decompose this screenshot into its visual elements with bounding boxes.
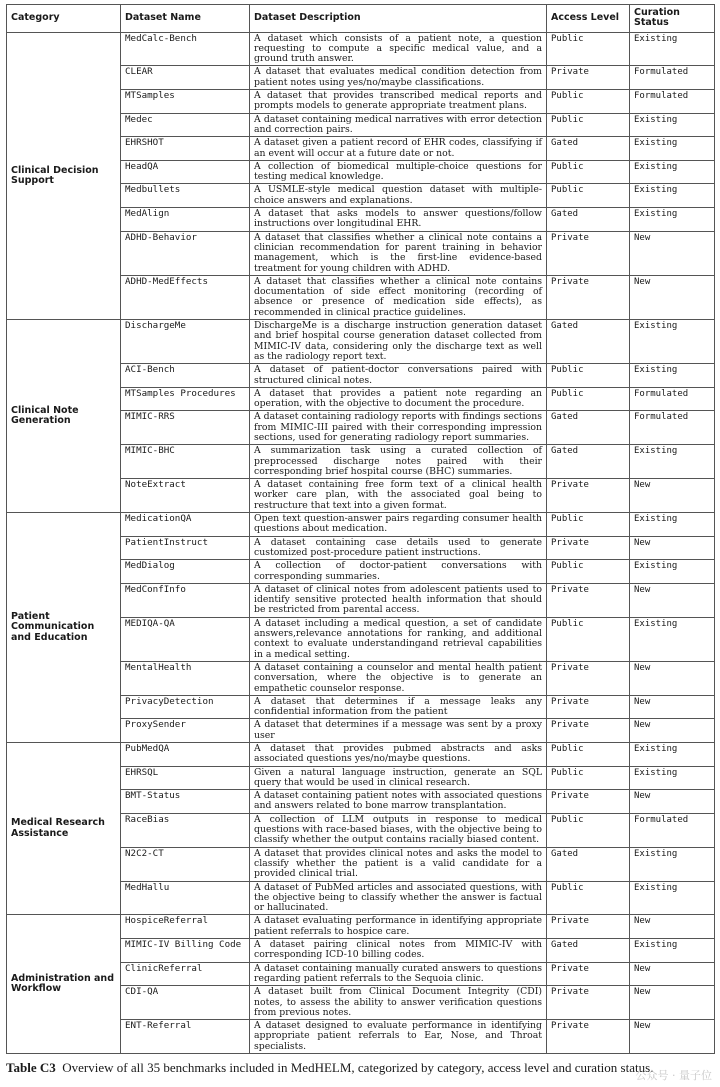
curation-status-cell: New (630, 231, 715, 275)
access-level-cell: Public (547, 364, 630, 388)
access-level-cell: Public (547, 513, 630, 537)
dataset-description-cell: A summarization task using a curated collection of preprocessed discharge notes paired with their corresponding brief hospital course (BHC) summaries. (250, 445, 547, 479)
dataset-name-cell: MTSamples Procedures (121, 387, 250, 411)
dataset-name-cell: MedConfInfo (121, 583, 250, 617)
access-level-cell: Public (547, 113, 630, 137)
dataset-name-cell: RaceBias (121, 813, 250, 847)
dataset-description-cell: A dataset that provides pubmed abstracts and asks associated questions yes/no/maybe questions. (250, 743, 547, 767)
dataset-name-cell: MedDialog (121, 560, 250, 584)
dataset-description-cell: A dataset pairing clinical notes from MIMIC-IV with corresponding ICD-10 billing codes. (250, 939, 547, 963)
table-row (7, 915, 715, 939)
dataset-description-cell: A dataset evaluating performance in identifying appropriate patient referrals to hospice care. (250, 915, 547, 939)
access-level-cell: Gated (547, 445, 630, 479)
dataset-description-cell: A dataset given a patient record of EHR codes, classifying if an event will occur at a future date or not. (250, 137, 547, 161)
dataset-description-cell: A dataset built from Clinical Document Integrity (CDI) notes, to assess the ability to answer verification questions from previous notes. (250, 986, 547, 1020)
dataset-description-cell: DischargeMe is a discharge instruction generation dataset and brief hospital course generation dataset collected from MIMIC-IV data, considering only the discharge text as well as the radiology report text. (250, 320, 547, 364)
dataset-description-cell: A dataset including a medical question, a set of candidate answers,relevance annotations for ranking, and additional context to evaluate understandingand retrieval capabilities in a medical setting. (250, 617, 547, 661)
header-curation-status: Curation Status (630, 5, 715, 33)
dataset-description-cell: A dataset that determines if a message was sent by a proxy user (250, 719, 547, 743)
curation-status-cell: Existing (630, 320, 715, 364)
dataset-name-cell: N2C2-CT (121, 847, 250, 881)
caption-text: Overview of all 35 benchmarks included in MedHELM, categorized by category, access level and curation status. (62, 1060, 654, 1076)
curation-status-cell: New (630, 695, 715, 719)
access-level-cell: Private (547, 275, 630, 319)
dataset-description-cell: Open text question-answer pairs regarding consumer health questions about medication. (250, 513, 547, 537)
access-level-cell: Gated (547, 137, 630, 161)
dataset-name-cell: NoteExtract (121, 479, 250, 513)
dataset-description-cell: A dataset of clinical notes from adolescent patients used to identify sensitive protected health information that should be restricted from parental access. (250, 583, 547, 617)
dataset-name-cell: ENT-Referral (121, 1020, 250, 1054)
dataset-description-cell: A dataset that provides clinical notes and asks the model to classify whether the patient is a valid candidate for a provided clinical trial. (250, 847, 547, 881)
curation-status-cell: Existing (630, 939, 715, 963)
dataset-description-cell: A dataset of PubMed articles and associated questions, with the objective being to classify whether the answer is factual or hallucinated. (250, 881, 547, 915)
dataset-name-cell: MEDIQA-QA (121, 617, 250, 661)
dataset-description-cell: A dataset containing free form text of a clinical health worker care plan, with the associated goal being to restructure that text into a given format. (250, 479, 547, 513)
dataset-name-cell: Medec (121, 113, 250, 137)
access-level-cell: Private (547, 790, 630, 814)
access-level-cell: Gated (547, 320, 630, 364)
header-category: Category (7, 5, 121, 33)
curation-status-cell: Formulated (630, 411, 715, 445)
dataset-description-cell: A dataset containing radiology reports with findings sections from MIMIC-III paired with their corresponding impression sections, used for generating radiology report summaries. (250, 411, 547, 445)
table-body (7, 32, 715, 1053)
dataset-name-cell: MedHallu (121, 881, 250, 915)
curation-status-cell: Existing (630, 32, 715, 66)
curation-status-cell: Existing (630, 160, 715, 184)
access-level-cell: Public (547, 387, 630, 411)
curation-status-cell: Formulated (630, 387, 715, 411)
dataset-name-cell: PatientInstruct (121, 536, 250, 560)
dataset-name-cell: MIMIC-BHC (121, 445, 250, 479)
dataset-description-cell: A dataset that classifies whether a clinical note contains a clinician recommendation for parent training in behavior management, which is the first-line evidence-based treatment for young children with ADHD. (250, 231, 547, 275)
curation-status-cell: New (630, 536, 715, 560)
category-cell: Clinical Decision Support (7, 32, 121, 319)
dataset-name-cell: BMT-Status (121, 790, 250, 814)
curation-status-cell: Existing (630, 445, 715, 479)
curation-status-cell: Existing (630, 617, 715, 661)
dataset-description-cell: A dataset containing case details used to generate customized post-procedure patient instructions. (250, 536, 547, 560)
dataset-name-cell: EHRSHOT (121, 137, 250, 161)
dataset-description-cell: A collection of doctor-patient conversations with corresponding summaries. (250, 560, 547, 584)
curation-status-cell: Existing (630, 881, 715, 915)
dataset-name-cell: PubMedQA (121, 743, 250, 767)
dataset-description-cell: A dataset containing patient notes with associated questions and answers related to bone marrow transplantation. (250, 790, 547, 814)
table-row (7, 320, 715, 364)
dataset-name-cell: MedAlign (121, 208, 250, 232)
dataset-description-cell: A dataset that evaluates medical condition detection from patient notes using yes/no/maybe classifications. (250, 66, 547, 90)
dataset-name-cell: CDI-QA (121, 986, 250, 1020)
document-page (6, 4, 714, 1076)
curation-status-cell: Existing (630, 513, 715, 537)
dataset-description-cell: A dataset containing medical narratives with error detection and correction pairs. (250, 113, 547, 137)
access-level-cell: Public (547, 766, 630, 790)
dataset-description-cell: A dataset designed to evaluate performance in identifying appropriate patient referrals to Ear, Nose, and Throat specialists. (250, 1020, 547, 1054)
access-level-cell: Private (547, 915, 630, 939)
dataset-description-cell: A collection of LLM outputs in response to medical questions with race-based biases, with the objective being to classify whether the output contains racially biased content. (250, 813, 547, 847)
header-access-level: Access Level (547, 5, 630, 33)
dataset-name-cell: MedicationQA (121, 513, 250, 537)
dataset-description-cell: A dataset containing a counselor and mental health patient conversation, where the objective is to generate an empathetic counselor response. (250, 661, 547, 695)
access-level-cell: Public (547, 617, 630, 661)
dataset-name-cell: MIMIC-IV Billing Code (121, 939, 250, 963)
access-level-cell: Private (547, 1020, 630, 1054)
dataset-name-cell: ACI-Bench (121, 364, 250, 388)
dataset-name-cell: ProxySender (121, 719, 250, 743)
access-level-cell: Private (547, 962, 630, 986)
dataset-description-cell: A collection of biomedical multiple-choice questions for testing medical knowledge. (250, 160, 547, 184)
dataset-name-cell: EHRSQL (121, 766, 250, 790)
category-cell: Clinical Note Generation (7, 320, 121, 513)
curation-status-cell: Existing (630, 766, 715, 790)
curation-status-cell: New (630, 962, 715, 986)
access-level-cell: Private (547, 661, 630, 695)
dataset-description-cell: A dataset of patient-doctor conversations paired with structured clinical notes. (250, 364, 547, 388)
access-level-cell: Public (547, 160, 630, 184)
curation-status-cell: New (630, 986, 715, 1020)
curation-status-cell: Existing (630, 743, 715, 767)
access-level-cell: Public (547, 881, 630, 915)
category-cell: Medical Research Assistance (7, 743, 121, 915)
dataset-name-cell: ADHD-MedEffects (121, 275, 250, 319)
dataset-name-cell: HospiceReferral (121, 915, 250, 939)
access-level-cell: Private (547, 986, 630, 1020)
curation-status-cell: Existing (630, 364, 715, 388)
dataset-description-cell: A dataset that classifies whether a clinical note contains documentation of side effect monitoring (recording of absence or presence of medication side effects), as recommended in clinical practice guidelines. (250, 275, 547, 319)
curation-status-cell: Existing (630, 113, 715, 137)
dataset-description-cell: A dataset containing manually curated answers to questions regarding patient referrals to the Sequoia clinic. (250, 962, 547, 986)
benchmarks-table (6, 4, 715, 1054)
dataset-description-cell: A dataset that provides transcribed medical reports and prompts models to generate appropriate treatment plans. (250, 90, 547, 114)
caption-label: Table C3 (6, 1060, 56, 1076)
curation-status-cell: New (630, 275, 715, 319)
dataset-name-cell: CLEAR (121, 66, 250, 90)
access-level-cell: Private (547, 536, 630, 560)
table-row (7, 513, 715, 537)
watermark: 公众号 · 量子位 (635, 1069, 712, 1082)
dataset-description-cell: A USMLE-style medical question dataset with multiple-choice answers and explanations. (250, 184, 547, 208)
table-header (7, 5, 715, 33)
curation-status-cell: Existing (630, 184, 715, 208)
curation-status-cell: Existing (630, 137, 715, 161)
curation-status-cell: New (630, 583, 715, 617)
access-level-cell: Public (547, 743, 630, 767)
table-row (7, 32, 715, 66)
curation-status-cell: New (630, 661, 715, 695)
dataset-name-cell: MIMIC-RRS (121, 411, 250, 445)
access-level-cell: Public (547, 32, 630, 66)
dataset-description-cell: A dataset that determines if a message leaks any confidential information from the patient (250, 695, 547, 719)
curation-status-cell: Existing (630, 208, 715, 232)
dataset-name-cell: ADHD-Behavior (121, 231, 250, 275)
dataset-name-cell: Medbullets (121, 184, 250, 208)
curation-status-cell: New (630, 790, 715, 814)
access-level-cell: Private (547, 66, 630, 90)
header-dataset-name: Dataset Name (121, 5, 250, 33)
dataset-description-cell: A dataset that asks models to answer questions/follow instructions over longitudinal EHR. (250, 208, 547, 232)
curation-status-cell: Existing (630, 560, 715, 584)
access-level-cell: Private (547, 695, 630, 719)
access-level-cell: Public (547, 560, 630, 584)
table-caption (6, 1060, 714, 1076)
dataset-name-cell: DischargeMe (121, 320, 250, 364)
curation-status-cell: New (630, 719, 715, 743)
curation-status-cell: New (630, 1020, 715, 1054)
category-cell: Patient Communication and Education (7, 513, 121, 743)
curation-status-cell: New (630, 915, 715, 939)
access-level-cell: Private (547, 231, 630, 275)
dataset-name-cell: MedCalc-Bench (121, 32, 250, 66)
dataset-name-cell: ClinicReferral (121, 962, 250, 986)
access-level-cell: Public (547, 813, 630, 847)
curation-status-cell: Formulated (630, 90, 715, 114)
category-cell: Administration and Workflow (7, 915, 121, 1054)
dataset-name-cell: HeadQA (121, 160, 250, 184)
access-level-cell: Gated (547, 847, 630, 881)
curation-status-cell: Formulated (630, 813, 715, 847)
access-level-cell: Private (547, 583, 630, 617)
dataset-description-cell: A dataset that provides a patient note regarding an operation, with the objective to document the procedure. (250, 387, 547, 411)
curation-status-cell: New (630, 479, 715, 513)
access-level-cell: Private (547, 479, 630, 513)
access-level-cell: Gated (547, 208, 630, 232)
access-level-cell: Gated (547, 411, 630, 445)
curation-status-cell: Existing (630, 847, 715, 881)
access-level-cell: Gated (547, 939, 630, 963)
dataset-description-cell: Given a natural language instruction, generate an SQL query that would be used in clinical research. (250, 766, 547, 790)
access-level-cell: Public (547, 90, 630, 114)
dataset-name-cell: MTSamples (121, 90, 250, 114)
dataset-name-cell: MentalHealth (121, 661, 250, 695)
access-level-cell: Public (547, 184, 630, 208)
dataset-description-cell: A dataset which consists of a patient note, a question requesting to compute a specific medical value, and a ground truth answer. (250, 32, 547, 66)
dataset-name-cell: PrivacyDetection (121, 695, 250, 719)
header-dataset-description: Dataset Description (250, 5, 547, 33)
table-row (7, 743, 715, 767)
curation-status-cell: Formulated (630, 66, 715, 90)
access-level-cell: Private (547, 719, 630, 743)
